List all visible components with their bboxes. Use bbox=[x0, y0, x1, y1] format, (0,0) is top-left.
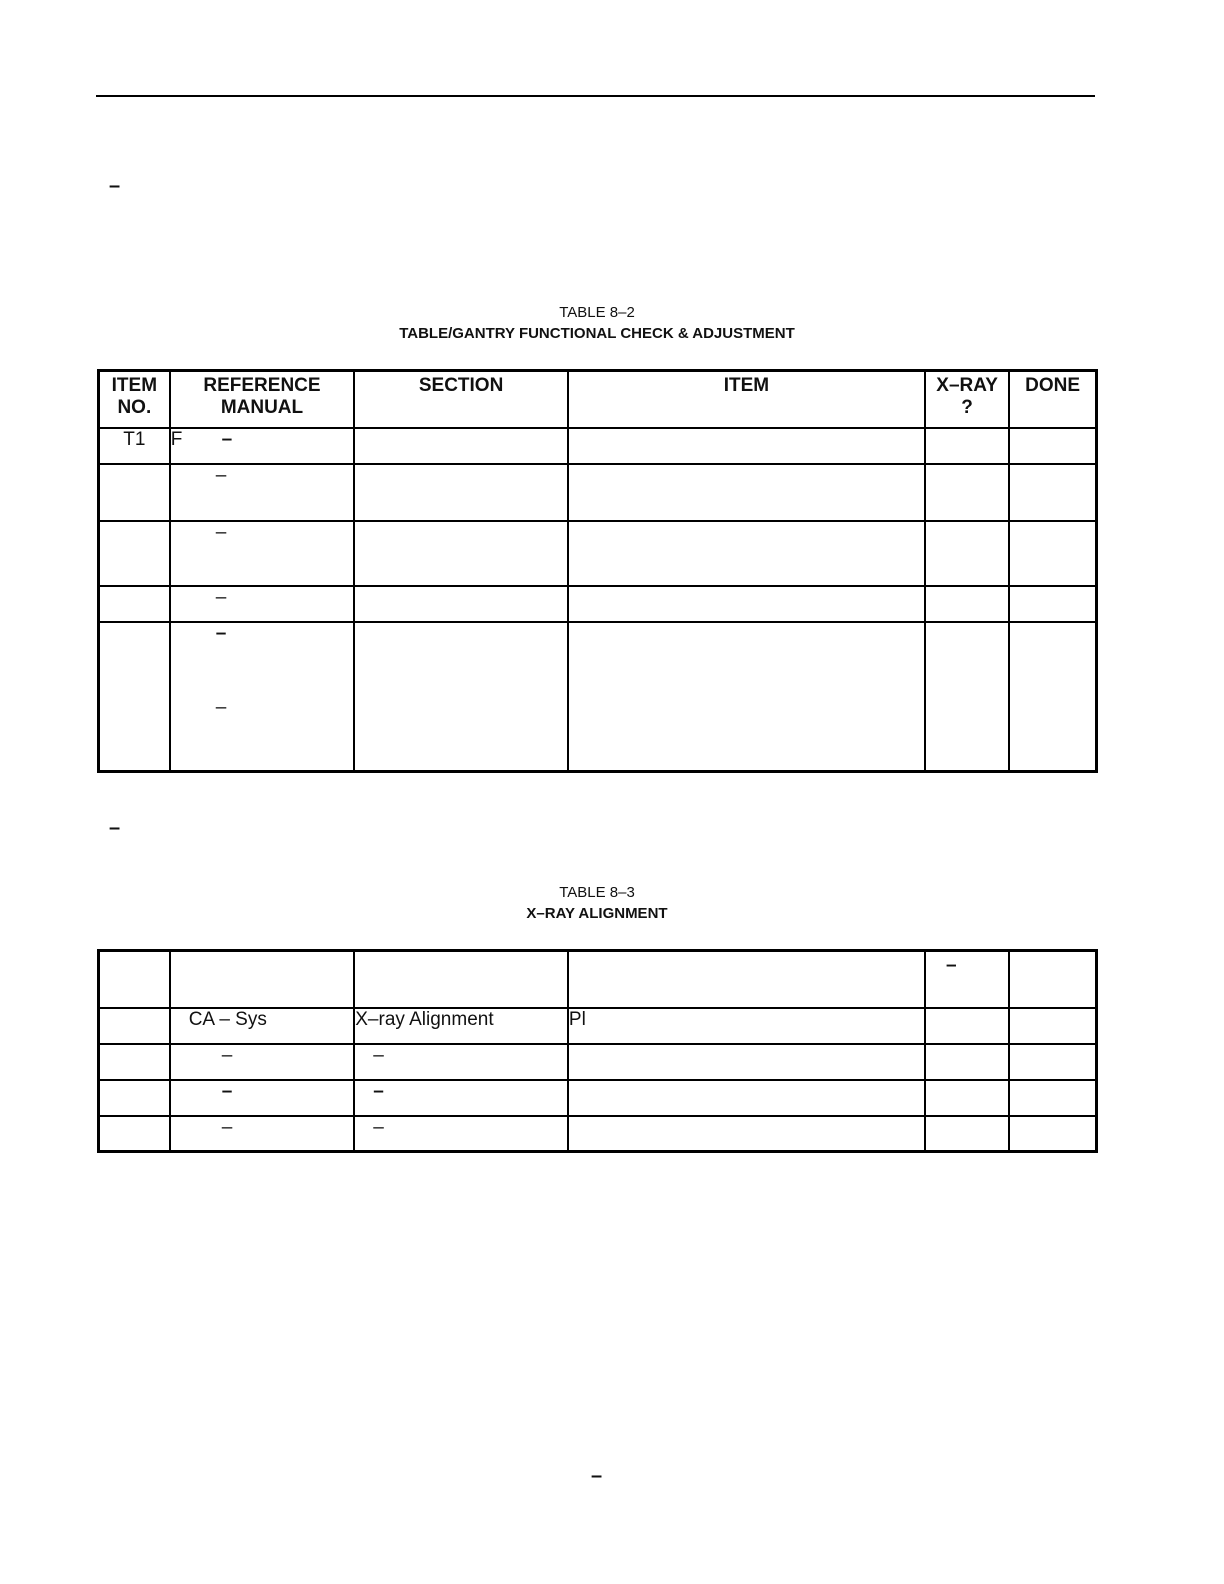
xray-cell bbox=[925, 1008, 1009, 1044]
item-no-cell bbox=[99, 1008, 170, 1044]
table1-caption bbox=[0, 304, 1209, 342]
reference-cell: – bbox=[170, 1044, 355, 1080]
reference-prefix: F bbox=[170, 428, 183, 450]
item-no-cell bbox=[99, 1044, 170, 1080]
header-xray bbox=[925, 951, 1009, 1008]
table-row bbox=[99, 1080, 1097, 1116]
table2-number: TABLE 8–3 bbox=[559, 884, 635, 901]
done-cell bbox=[1009, 428, 1096, 464]
table-row bbox=[99, 1044, 1097, 1080]
header-done: DONE bbox=[1009, 371, 1096, 428]
header-section: SECTION bbox=[354, 371, 568, 428]
table2 bbox=[97, 949, 1098, 1153]
table-row bbox=[99, 586, 1097, 622]
reference-dash-second: – bbox=[215, 696, 227, 718]
item-cell bbox=[568, 1080, 925, 1116]
reference-dash: – bbox=[221, 428, 233, 450]
item-cell bbox=[568, 428, 925, 464]
header-xray: X–RAY ? bbox=[925, 371, 1009, 428]
table2-title: X–RAY ALIGNMENT bbox=[526, 905, 668, 922]
done-cell bbox=[1009, 622, 1096, 772]
header-item bbox=[568, 951, 925, 1008]
table-row bbox=[99, 464, 1097, 521]
reference-cell bbox=[170, 586, 355, 622]
header-rule bbox=[96, 95, 1095, 97]
item-cell bbox=[568, 1044, 925, 1080]
reference-cell: – bbox=[170, 1116, 355, 1152]
table-row bbox=[99, 521, 1097, 586]
item-no-cell bbox=[99, 586, 170, 622]
reference-cell bbox=[170, 428, 355, 464]
table-row bbox=[99, 1116, 1097, 1152]
item-no-cell: T1 bbox=[99, 428, 170, 464]
header-xray-mark: – bbox=[945, 955, 957, 976]
item-no-cell bbox=[99, 1080, 170, 1116]
xray-cell bbox=[925, 1044, 1009, 1080]
section-cell: – bbox=[354, 1116, 568, 1152]
table-row bbox=[99, 1008, 1097, 1044]
header-item-no: ITEM NO. bbox=[99, 371, 170, 428]
section-cell bbox=[354, 464, 568, 521]
item-cell bbox=[568, 586, 925, 622]
reference-dash: – bbox=[215, 521, 227, 543]
item-no-cell bbox=[99, 464, 170, 521]
header-item-no bbox=[99, 951, 170, 1008]
item-no-cell bbox=[99, 521, 170, 586]
done-cell bbox=[1009, 1116, 1096, 1152]
table1-header-row bbox=[99, 371, 1097, 428]
xray-cell bbox=[925, 464, 1009, 521]
reference-dash: – bbox=[215, 622, 227, 644]
table1-number: TABLE 8–2 bbox=[559, 304, 635, 321]
xray-cell bbox=[925, 1080, 1009, 1116]
section-cell: – bbox=[354, 1080, 568, 1116]
reference-cell bbox=[170, 521, 355, 586]
table2-caption bbox=[0, 884, 1209, 922]
done-cell bbox=[1009, 586, 1096, 622]
item-cell bbox=[568, 521, 925, 586]
table2-header-row bbox=[99, 951, 1097, 1008]
item-cell bbox=[568, 1116, 925, 1152]
section-cell bbox=[354, 521, 568, 586]
header-section bbox=[354, 951, 568, 1008]
table-row bbox=[99, 428, 1097, 464]
reference-dash: – bbox=[215, 464, 227, 486]
done-cell bbox=[1009, 1008, 1096, 1044]
item-cell: Pl bbox=[568, 1008, 925, 1044]
item-no-cell bbox=[99, 622, 170, 772]
reference-cell: CA – Sys bbox=[170, 1008, 355, 1044]
done-cell bbox=[1009, 464, 1096, 521]
reference-cell bbox=[170, 622, 355, 772]
xray-cell bbox=[925, 521, 1009, 586]
xray-cell bbox=[925, 1116, 1009, 1152]
section-cell: X–ray Alignment bbox=[354, 1008, 568, 1044]
table1 bbox=[97, 369, 1098, 773]
table-row bbox=[99, 622, 1097, 772]
reference-cell bbox=[170, 464, 355, 521]
header-done bbox=[1009, 951, 1096, 1008]
section-dash-2: – bbox=[109, 817, 121, 839]
header-item: ITEM bbox=[568, 371, 925, 428]
section-cell bbox=[354, 586, 568, 622]
xray-cell bbox=[925, 428, 1009, 464]
section-cell bbox=[354, 428, 568, 464]
xray-cell bbox=[925, 586, 1009, 622]
header-reference-manual: REFERENCE MANUAL bbox=[170, 371, 355, 428]
header-reference-manual bbox=[170, 951, 355, 1008]
item-cell bbox=[568, 464, 925, 521]
reference-cell: – bbox=[170, 1080, 355, 1116]
item-no-cell bbox=[99, 1116, 170, 1152]
page-number-dash: – bbox=[591, 1465, 603, 1487]
table1-title: TABLE/GANTRY FUNCTIONAL CHECK & ADJUSTMENT bbox=[399, 325, 795, 342]
section-cell bbox=[354, 622, 568, 772]
done-cell bbox=[1009, 1044, 1096, 1080]
done-cell bbox=[1009, 1080, 1096, 1116]
xray-cell bbox=[925, 622, 1009, 772]
item-cell bbox=[568, 622, 925, 772]
reference-dash: – bbox=[215, 586, 227, 608]
section-dash: – bbox=[109, 175, 121, 197]
done-cell bbox=[1009, 521, 1096, 586]
section-cell: – bbox=[354, 1044, 568, 1080]
